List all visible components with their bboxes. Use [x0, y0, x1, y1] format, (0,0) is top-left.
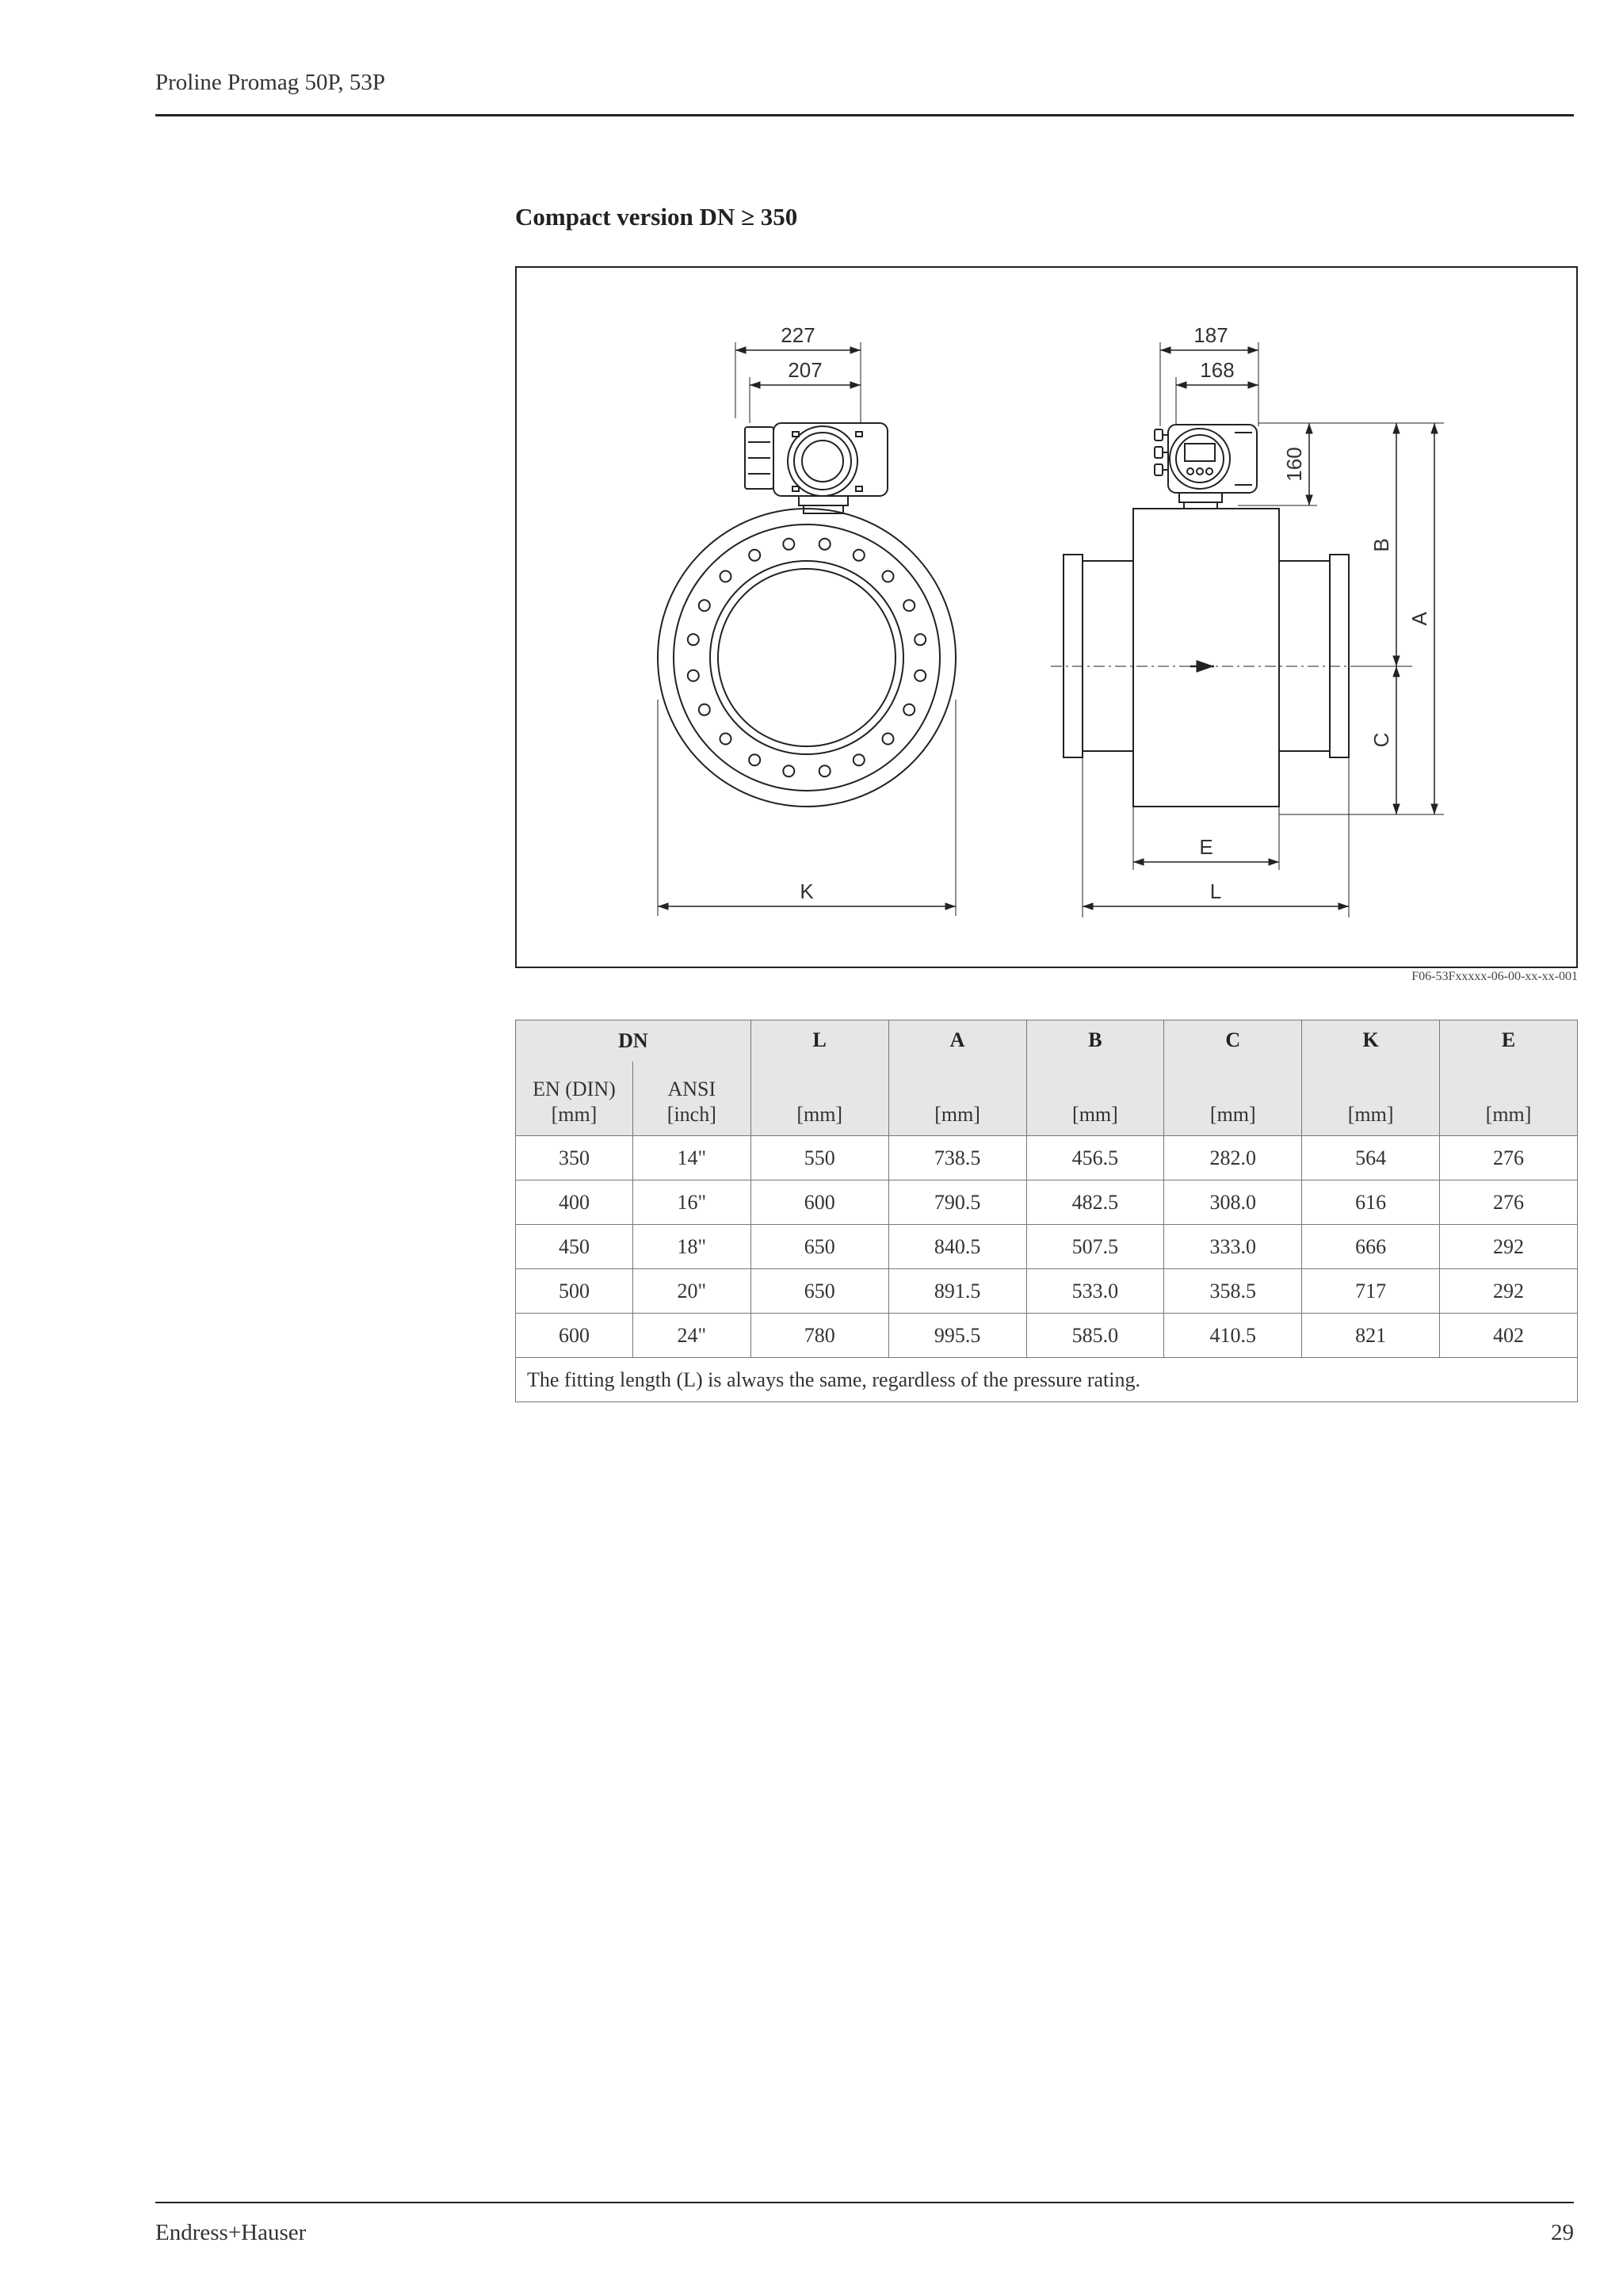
label-227: 227	[781, 323, 815, 347]
bolt-hole	[749, 550, 760, 561]
footer-rule	[155, 2202, 1574, 2203]
bolt-hole	[819, 765, 831, 776]
table-cell: 995.5	[888, 1314, 1026, 1358]
table-cell: 292	[1440, 1225, 1578, 1269]
table-note: The fitting length (L) is always the same, regardless of the pressure rating.	[516, 1358, 1578, 1402]
table-cell: 891.5	[888, 1269, 1026, 1314]
flange-left	[1064, 555, 1083, 757]
unit-l: [mm]	[750, 1062, 888, 1136]
table-cell: 550	[750, 1136, 888, 1180]
front-bore	[718, 569, 896, 746]
page-number: 29	[1551, 2220, 1574, 2245]
table-row	[516, 1180, 1578, 1225]
table-cell: 410.5	[1164, 1314, 1302, 1358]
table-cell: 402	[1440, 1314, 1578, 1358]
bolt-hole	[883, 571, 894, 582]
table-cell: 276	[1440, 1136, 1578, 1180]
header-l: L	[750, 1020, 888, 1062]
table-cell: 350	[516, 1136, 633, 1180]
bolt-holes	[688, 539, 926, 776]
footer-brand: Endress+Hauser	[155, 2220, 307, 2245]
table-cell: 564	[1302, 1136, 1440, 1180]
flange-right	[1330, 555, 1349, 757]
front-transmitter-head	[745, 423, 888, 513]
header-rule	[155, 114, 1574, 116]
bolt-hole	[720, 734, 731, 745]
bolt-hole	[783, 539, 794, 550]
table-cell: 650	[750, 1225, 888, 1269]
unit-a: [mm]	[888, 1062, 1026, 1136]
table-cell: 616	[1302, 1180, 1440, 1225]
table-note-row	[516, 1358, 1578, 1402]
table-cell: 585.0	[1026, 1314, 1164, 1358]
table-row	[516, 1136, 1578, 1180]
bolt-hole	[688, 634, 699, 645]
table-cell: 666	[1302, 1225, 1440, 1269]
table-cell: 292	[1440, 1269, 1578, 1314]
bolt-hole	[915, 634, 926, 645]
bolt-hole	[688, 670, 699, 681]
bolt-hole	[720, 571, 731, 582]
table-cell: 358.5	[1164, 1269, 1302, 1314]
bolt-hole	[749, 754, 760, 765]
table-cell: 650	[750, 1269, 888, 1314]
unit-c: [mm]	[1164, 1062, 1302, 1136]
header-b: B	[1026, 1020, 1164, 1062]
table-cell: 507.5	[1026, 1225, 1164, 1269]
table-cell: 456.5	[1026, 1136, 1164, 1180]
unit-e: [mm]	[1440, 1062, 1578, 1136]
bolt-hole	[699, 600, 710, 611]
meter-body	[1133, 509, 1279, 807]
pipe-right	[1279, 561, 1330, 751]
header-ansi: ANSI [inch]	[632, 1062, 750, 1136]
unit-b: [mm]	[1026, 1062, 1164, 1136]
table-cell: 840.5	[888, 1225, 1026, 1269]
table-cell: 780	[750, 1314, 888, 1358]
table-cell: 482.5	[1026, 1180, 1164, 1225]
section-title: Compact version DN ≥ 350	[515, 203, 798, 231]
table-cell: 600	[750, 1180, 888, 1225]
bolt-hole	[819, 539, 831, 550]
table-cell: 790.5	[888, 1180, 1026, 1225]
dimensions-table	[515, 1020, 1578, 1402]
table-cell: 450	[516, 1225, 633, 1269]
running-header: Proline Promag 50P, 53P	[155, 70, 386, 95]
table-cell: 14"	[632, 1136, 750, 1180]
label-c: C	[1369, 732, 1393, 748]
side-view	[1051, 342, 1444, 917]
bolt-hole	[854, 754, 865, 765]
label-160: 160	[1282, 447, 1306, 482]
table-cell: 24"	[632, 1314, 750, 1358]
table-row	[516, 1314, 1578, 1358]
bolt-hole	[854, 550, 865, 561]
bolt-hole	[883, 734, 894, 745]
label-e: E	[1199, 835, 1213, 859]
dimension-drawing-frame	[515, 266, 1578, 968]
header-a: A	[888, 1020, 1026, 1062]
table-cell: 717	[1302, 1269, 1440, 1314]
table-cell: 738.5	[888, 1136, 1026, 1180]
dimension-drawing	[517, 268, 1576, 967]
header-en-din: EN (DIN) [mm]	[516, 1062, 633, 1136]
label-l: L	[1209, 879, 1222, 903]
header-e: E	[1440, 1020, 1578, 1062]
table-cell: 533.0	[1026, 1269, 1164, 1314]
front-flange-outer	[658, 509, 956, 807]
front-view	[658, 342, 956, 916]
table-cell: 821	[1302, 1314, 1440, 1358]
label-k: K	[800, 879, 814, 903]
table-cell: 282.0	[1164, 1136, 1302, 1180]
label-b: B	[1369, 538, 1393, 552]
table-cell: 16"	[632, 1180, 750, 1225]
table-cell: 500	[516, 1269, 633, 1314]
header-dn: DN	[516, 1020, 751, 1062]
label-a: A	[1407, 612, 1431, 626]
header-k: K	[1302, 1020, 1440, 1062]
side-transmitter-head	[1155, 425, 1257, 509]
unit-k: [mm]	[1302, 1062, 1440, 1136]
figure-id: F06-53Fxxxxx-06-00-xx-xx-001	[1411, 970, 1578, 983]
bolt-hole	[903, 600, 915, 611]
table-cell: 600	[516, 1314, 633, 1358]
table-row	[516, 1269, 1578, 1314]
table-cell: 400	[516, 1180, 633, 1225]
pipe-left	[1083, 561, 1133, 751]
bolt-hole	[783, 765, 794, 776]
label-207: 207	[788, 358, 823, 382]
bolt-hole	[915, 670, 926, 681]
bolt-hole	[699, 704, 710, 715]
table-cell: 333.0	[1164, 1225, 1302, 1269]
table-cell: 18"	[632, 1225, 750, 1269]
label-187: 187	[1193, 323, 1228, 347]
header-c: C	[1164, 1020, 1302, 1062]
table-cell: 276	[1440, 1180, 1578, 1225]
bolt-hole	[903, 704, 915, 715]
table-cell: 308.0	[1164, 1180, 1302, 1225]
table-cell: 20"	[632, 1269, 750, 1314]
table-row	[516, 1225, 1578, 1269]
label-168: 168	[1200, 358, 1235, 382]
